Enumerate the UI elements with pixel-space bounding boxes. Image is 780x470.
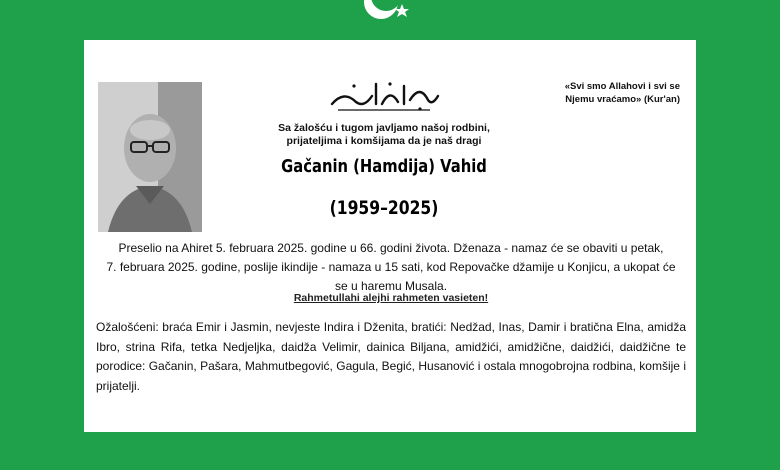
announcement-line-3: se u haremu Musala. (334, 279, 448, 293)
intro-line-1: Sa žalošću i tugom javljamo našoj rodbini, (278, 122, 490, 134)
crescent-star-icon (346, 0, 416, 28)
announcement-text (96, 239, 686, 296)
quote-line-2: Njemu vraćamo» (Kur'an) (565, 94, 680, 105)
portrait-photo (98, 82, 202, 232)
mourners-text: Ožalošćeni: braća Emir i Jasmin, nevjeste Indira i Dženita, bratići: Nedžad, Inas, Damir i bratična Elna, amidža Ibro, strina Rifa, tetka Nedjeljka, daidža Velimir, dainica Biljana, amidžići, amidžične, daidžići, daidžične te porodice: Gačanin, Pašara, Mahmutbegović, Gagula, Begić, Husanović i ostala mnogobrojna rodbina, komšije i prijatelji. (96, 320, 686, 393)
intro-line-2: prijateljima i komšijama da je naš dragi (286, 135, 482, 147)
announcement-line-2: 7. februara 2025. godine, poslije ikindije - namaza u 15 sati, kod Repovačke džamije u Konjicu, a ukopat će (106, 260, 676, 274)
obituary-card (84, 40, 696, 432)
announcement-line-1: Preselio na Ahiret 5. februara 2025. godine u 66. godini života. Dženaza - namaz će se obaviti u petak, (118, 241, 664, 255)
quote-line-1: «Svi smo Allahovi i svi se (564, 81, 680, 92)
arabic-calligraphy (324, 78, 444, 114)
intro-text (234, 122, 534, 148)
quran-quote (530, 80, 680, 106)
deceased-name: Gačanin (Hamdija) Vahid (281, 156, 487, 177)
prayer-line: Rahmetullahi alejhi rahmeten vasieten! (293, 292, 489, 304)
deceased-years: (1959–2025) (329, 197, 439, 219)
